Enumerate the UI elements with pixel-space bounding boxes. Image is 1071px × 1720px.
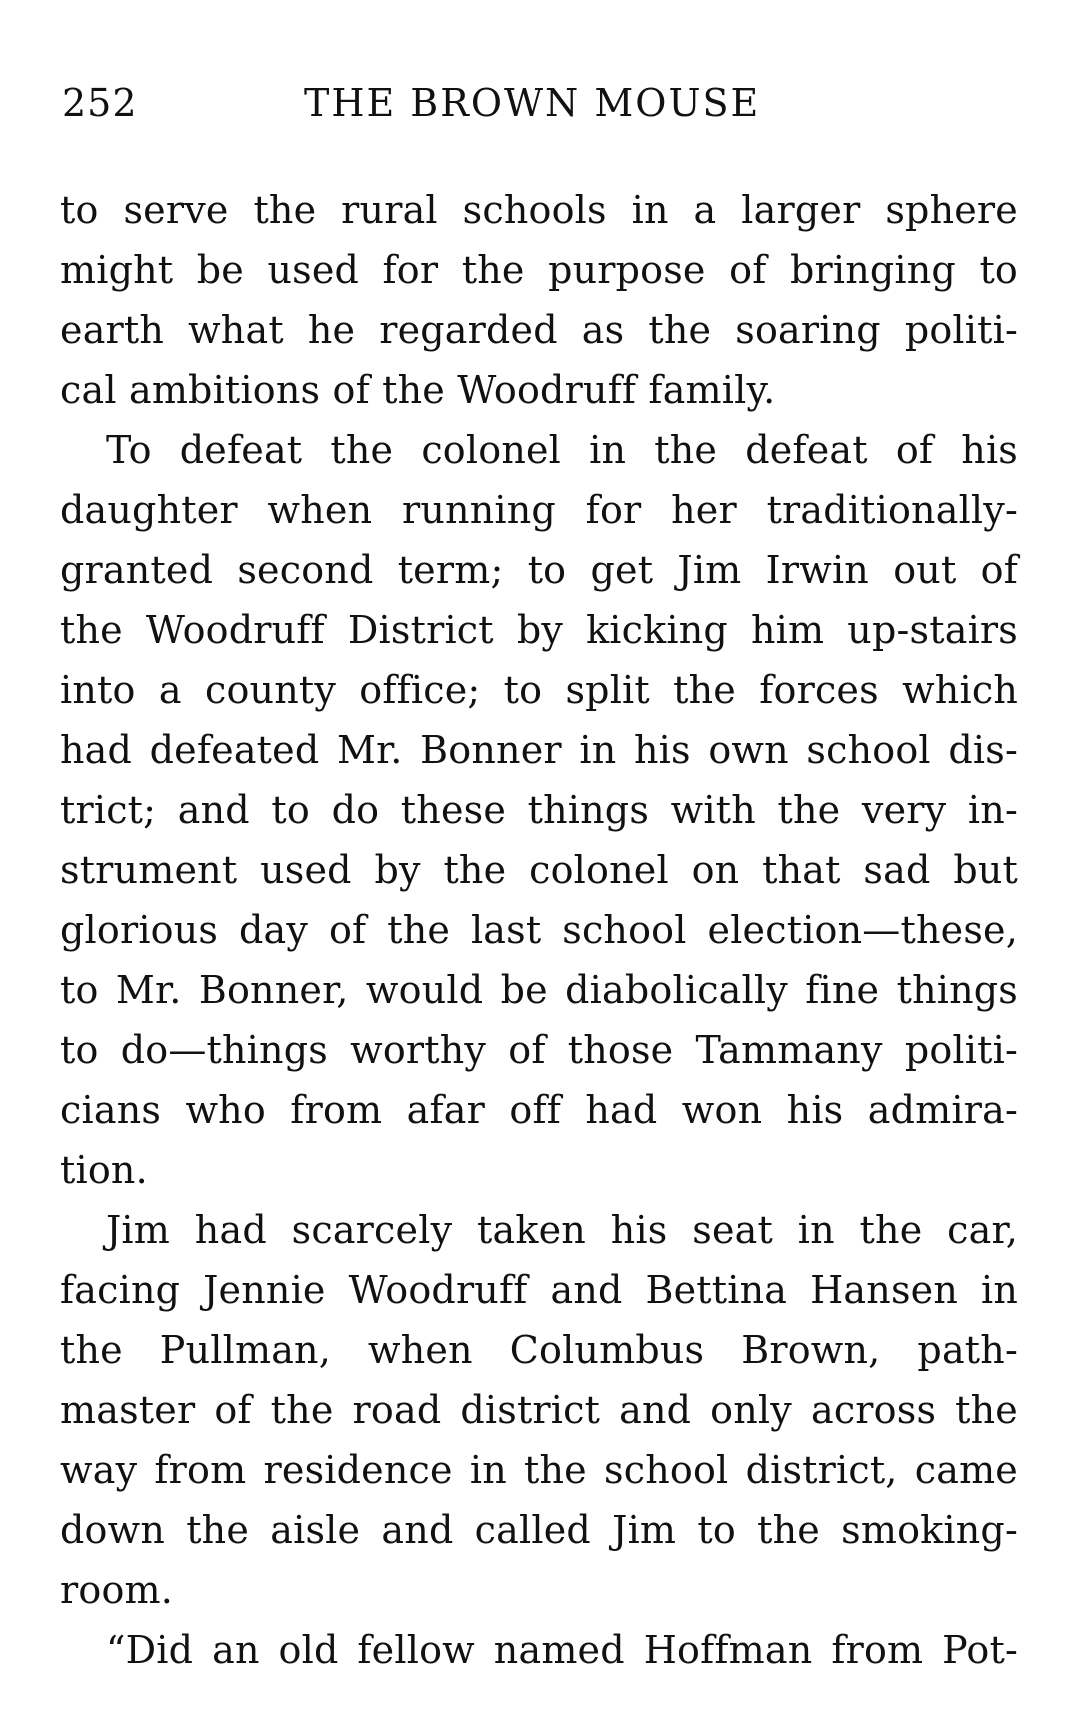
text-line: cal ambitions of the Woodruff family. bbox=[60, 368, 776, 412]
page-number: 252 bbox=[62, 81, 138, 125]
paragraph-first-line: To defeat the colonel in the defeat of his bbox=[106, 428, 1018, 472]
text-line: master of the road district and only across the bbox=[60, 1388, 1018, 1432]
text-line: cians who from afar off had won his admira- bbox=[60, 1088, 1018, 1132]
running-title: THE BROWN MOUSE bbox=[304, 81, 761, 125]
text-line: to serve the rural schools in a larger sphere bbox=[60, 188, 1018, 232]
paragraph-first-line: “Did an old fellow named Hoffman from Pot- bbox=[106, 1628, 1018, 1672]
text-line: room. bbox=[60, 1568, 174, 1612]
text-line: way from residence in the school district, came bbox=[60, 1448, 1018, 1492]
page-header bbox=[62, 78, 1022, 128]
text-line: glorious day of the last school election—these, bbox=[60, 908, 1018, 952]
text-line: into a county office; to split the forces which bbox=[60, 668, 1018, 712]
text-line: trict; and to do these things with the very in- bbox=[60, 788, 1018, 832]
text-line: earth what he regarded as the soaring politi- bbox=[60, 308, 1018, 352]
text-line: the Pullman, when Columbus Brown, path- bbox=[60, 1328, 1018, 1372]
text-line: daughter when running for her traditionally- bbox=[60, 488, 1018, 532]
text-line: to do—things worthy of those Tammany politi- bbox=[60, 1028, 1018, 1072]
text-line: might be used for the purpose of bringing to bbox=[60, 248, 1018, 292]
text-line: tion. bbox=[60, 1148, 148, 1192]
text-line: facing Jennie Woodruff and Bettina Hansen in bbox=[60, 1268, 1018, 1312]
text-line: had defeated Mr. Bonner in his own school dis- bbox=[60, 728, 1018, 772]
body-text bbox=[60, 180, 1018, 1680]
text-line: to Mr. Bonner, would be diabolically fine things bbox=[60, 968, 1018, 1012]
paragraph-first-line: Jim had scarcely taken his seat in the car, bbox=[106, 1208, 1018, 1252]
text-line: granted second term; to get Jim Irwin out of bbox=[60, 548, 1018, 592]
text-line: strument used by the colonel on that sad but bbox=[60, 848, 1018, 892]
text-line: down the aisle and called Jim to the smoking- bbox=[60, 1508, 1018, 1552]
text-line: the Woodruff District by kicking him up-stairs bbox=[60, 608, 1018, 652]
